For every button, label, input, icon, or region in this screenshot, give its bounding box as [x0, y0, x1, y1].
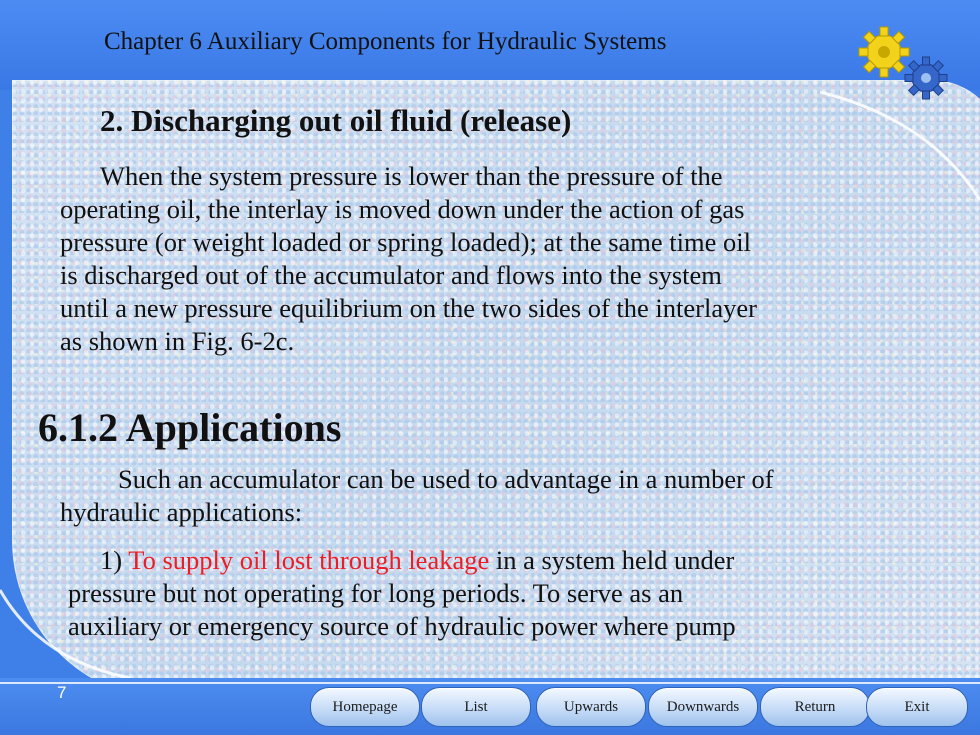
list-item-1-line3: auxiliary or emergency source of hydraulic power where pump — [68, 611, 736, 641]
upwards-button[interactable]: Upwards — [536, 687, 646, 727]
highlighted-text: To supply oil lost through leakage — [128, 545, 490, 575]
list-item-1-line2: pressure but not operating for long periods. To serve as an — [68, 578, 684, 608]
section-heading: 2. Discharging out oil fluid (release) — [100, 103, 572, 138]
subsection-heading: 6.1.2 Applications — [38, 405, 342, 450]
exit-button[interactable]: Exit — [866, 687, 968, 727]
list-item-1-line1 — [100, 544, 734, 577]
section-paragraph-line: operating oil, the interlay is moved down under the action of gas — [60, 194, 745, 224]
return-button[interactable]: Return — [760, 687, 870, 727]
downwards-button[interactable]: Downwards — [648, 687, 758, 727]
homepage-button[interactable]: Homepage — [310, 687, 420, 727]
footer-divider — [0, 682, 980, 684]
section-paragraph-line: as shown in Fig. 6-2c. — [60, 326, 295, 356]
list-button[interactable]: List — [421, 687, 531, 727]
page-number: 7 — [57, 683, 67, 702]
chapter-title: Chapter 6 Auxiliary Components for Hydraulic Systems — [104, 28, 667, 55]
list-item-text: in a system held under — [489, 545, 735, 575]
intro-line: hydraulic applications: — [60, 497, 303, 527]
section-paragraph-line: pressure (or weight loaded or spring loaded); at the same time oil — [60, 227, 752, 257]
section-paragraph-line: When the system pressure is lower than the pressure of the — [100, 161, 723, 191]
section-paragraph-line: is discharged out of the accumulator and flows into the system — [60, 260, 722, 290]
list-item-prefix: 1) — [100, 545, 129, 575]
intro-line: Such an accumulator can be used to advantage in a number of — [118, 464, 774, 494]
gears-icon — [840, 14, 960, 104]
section-paragraph-line: until a new pressure equilibrium on the two sides of the interlayer — [60, 293, 757, 323]
